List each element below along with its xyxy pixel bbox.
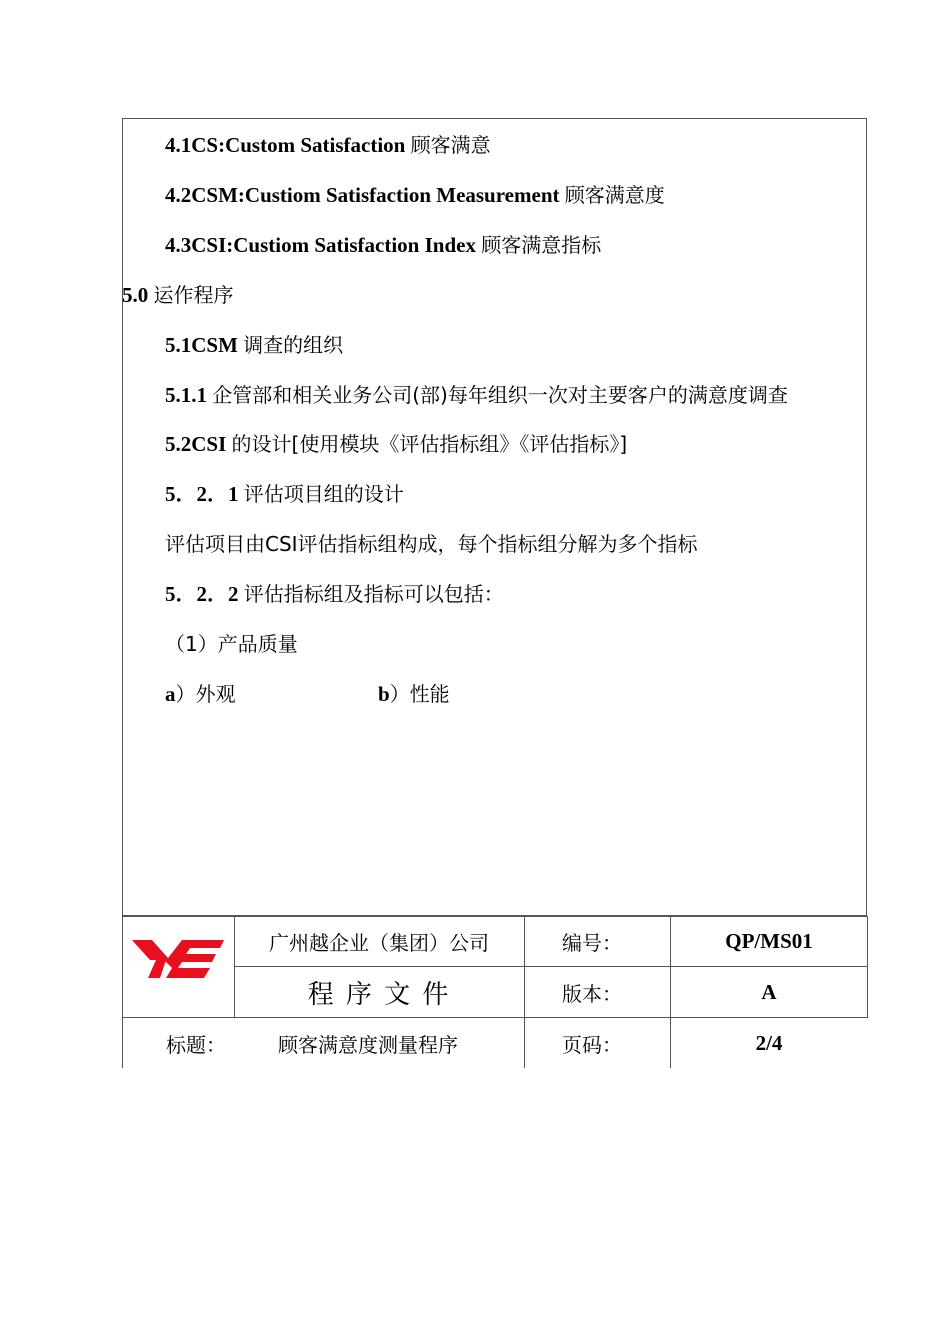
footer-table [122,916,868,1068]
ye-logo-icon [130,930,226,990]
line-4-1: 4.1CS:Custom Satisfaction 顾客满意 [165,133,491,157]
version-value: A [761,979,777,1004]
line-4-2: 4.2CSM:Custiom Satisfaction Measurement 顾客满意度 [165,183,665,207]
page-value: 2/4 [755,1030,783,1055]
line-eval-items: 评估项目由CSI评估指标组构成，每个指标组分解为多个指标 [165,532,698,556]
code-value: QP/MS01 [725,928,813,953]
line-5-2: 5.2CSI 的设计[使用模块《评估指标组》《评估指标》] [165,432,628,456]
line-5-2-2: 5．2．2 评估指标组及指标可以包括： [165,582,504,606]
title-label: 标题： [166,1032,226,1057]
page-label: 页码： [562,1032,622,1057]
line-5-1-1: 5.1.1 企管部和相关业务公司(部)每年组织一次对主要客户的满意度调查 [165,383,788,407]
doc-type: 程 序 文 件 [307,979,451,1010]
code-label: 编号： [562,930,622,955]
line-5-2-1: 5．2．1 评估项目组的设计 [165,482,404,506]
line-item-b: b）性能 [378,682,450,706]
line-5-1: 5.1CSM 调查的组织 [165,333,344,357]
title-value: 顾客满意度测量程序 [278,1032,458,1057]
line-item-a: a）外观 [165,682,236,706]
company-name: 广州越企业（集团）公司 [269,930,489,955]
section-5-0: 5.0 运作程序 [122,283,234,307]
line-product-quality: （1）产品质量 [165,632,298,656]
version-label: 版本： [562,981,622,1006]
line-4-3: 4.3CSI:Custiom Satisfaction Index 顾客满意指标 [165,233,602,257]
